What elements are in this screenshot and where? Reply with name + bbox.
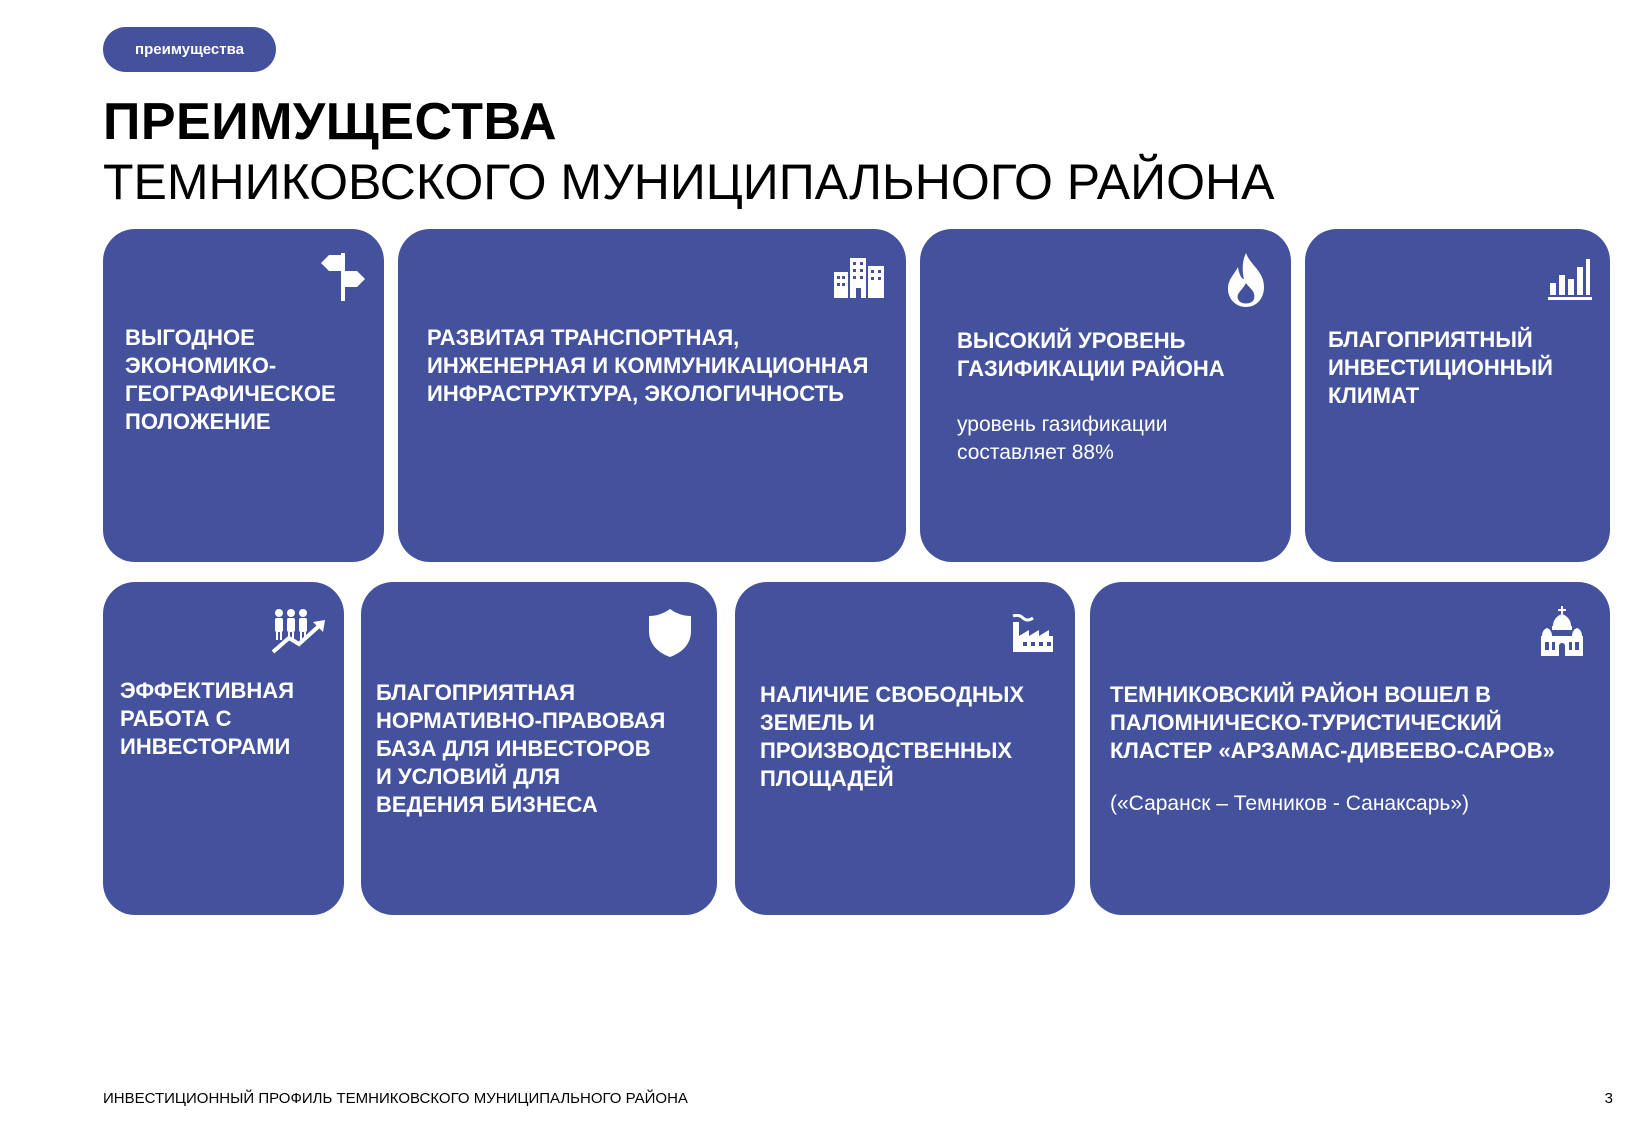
card-investment-climate: [1305, 229, 1610, 562]
card-heading-line: НАЛИЧИЕ СВОБОДНЫХ: [760, 682, 1025, 707]
card-geographic-position: [103, 229, 384, 562]
card-heading-line: ИНЖЕНЕРНАЯ И КОММУНИКАЦИОННАЯ: [427, 353, 869, 378]
card-heading-line: ПЛОЩАДЕЙ: [760, 766, 894, 791]
card-heading-line: РАБОТА С: [120, 706, 232, 731]
signpost-icon: [319, 251, 367, 303]
factory-icon: [1011, 614, 1055, 654]
card-text-line: составляет 88%: [957, 441, 1114, 464]
card-text-line: («Саранск – Темников - Санаксарь»): [1110, 792, 1470, 815]
card-heading-line: БЛАГОПРИЯТНЫЙ: [1328, 327, 1533, 352]
card-heading-line: ВЫГОДНОЕ: [125, 325, 255, 350]
card-heading-line: ЭКОНОМИКО-: [125, 353, 277, 378]
card-gasification: [920, 229, 1291, 562]
card-heading-line: ВЫСОКИЙ УРОВЕНЬ: [957, 328, 1186, 353]
card-heading-line: ВЕДЕНИЯ БИЗНЕСА: [376, 792, 598, 817]
people-growth-icon: [271, 608, 327, 654]
card-heading-line: ЭФФЕКТИВНАЯ: [120, 678, 295, 703]
card-heading-line: ГЕОГРАФИЧЕСКОЕ: [125, 381, 336, 406]
card-heading-line: ПРОИЗВОДСТВЕННЫХ: [760, 738, 1013, 763]
page-subtitle: ТЕМНИКОВСКОГО МУНИЦИПАЛЬНОГО РАЙОНА: [103, 154, 1275, 210]
card-heading-line: И УСЛОВИЙ ДЛЯ: [376, 764, 561, 789]
card-free-land: [735, 582, 1075, 915]
buildings-icon: [834, 256, 884, 298]
card-infrastructure: [398, 229, 906, 562]
shield-icon: [649, 609, 691, 657]
card-text-line: уровень газификации: [957, 413, 1168, 436]
card-heading-line: НОРМАТИВНО-ПРАВОВАЯ: [376, 708, 666, 733]
page-title: ПРЕИМУЩЕСТВА: [103, 93, 557, 151]
card-heading-line: ИНВЕСТИЦИОННЫЙ: [1328, 355, 1553, 380]
card-heading-line: ПАЛОМНИЧЕСКО-ТУРИСТИЧЕСКИЙ: [1110, 710, 1502, 735]
card-heading-line: РАЗВИТАЯ ТРАНСПОРТНАЯ,: [427, 325, 740, 350]
card-heading-line: БЛАГОПРИЯТНАЯ: [376, 680, 576, 705]
section-tag: преимущества: [103, 27, 276, 72]
card-investor-work: [103, 582, 344, 915]
card-heading-line: ИНФРАСТРУКТУРА, ЭКОЛОГИЧНОСТЬ: [427, 381, 844, 406]
bar-chart-icon: [1548, 257, 1592, 301]
flame-icon: [1226, 253, 1266, 307]
card-heading-line: ГАЗИФИКАЦИИ РАЙОНА: [957, 356, 1225, 381]
card-heading-line: ТЕМНИКОВСКИЙ РАЙОН ВОШЕЛ В: [1110, 682, 1492, 707]
card-heading-line: БАЗА ДЛЯ ИНВЕСТОРОВ: [376, 736, 651, 761]
card-legal-framework: [361, 582, 717, 915]
card-heading-line: КЛИМАТ: [1328, 383, 1420, 408]
card-heading-line: ЗЕМЕЛЬ И: [760, 710, 875, 735]
footer-text: ИНВЕСТИЦИОННЫЙ ПРОФИЛЬ ТЕМНИКОВСКОГО МУНИЦИПАЛЬНОГО РАЙОНА: [103, 1090, 688, 1107]
card-tourist-cluster: [1090, 582, 1610, 915]
church-icon: [1541, 606, 1583, 656]
card-heading-line: ПОЛОЖЕНИЕ: [125, 409, 271, 434]
page-number: 3: [1604, 1090, 1613, 1107]
card-heading-line: КЛАСТЕР «АРЗАМАС-ДИВЕЕВО-САРОВ»: [1110, 738, 1555, 763]
card-heading-line: ИНВЕСТОРАМИ: [120, 734, 291, 759]
